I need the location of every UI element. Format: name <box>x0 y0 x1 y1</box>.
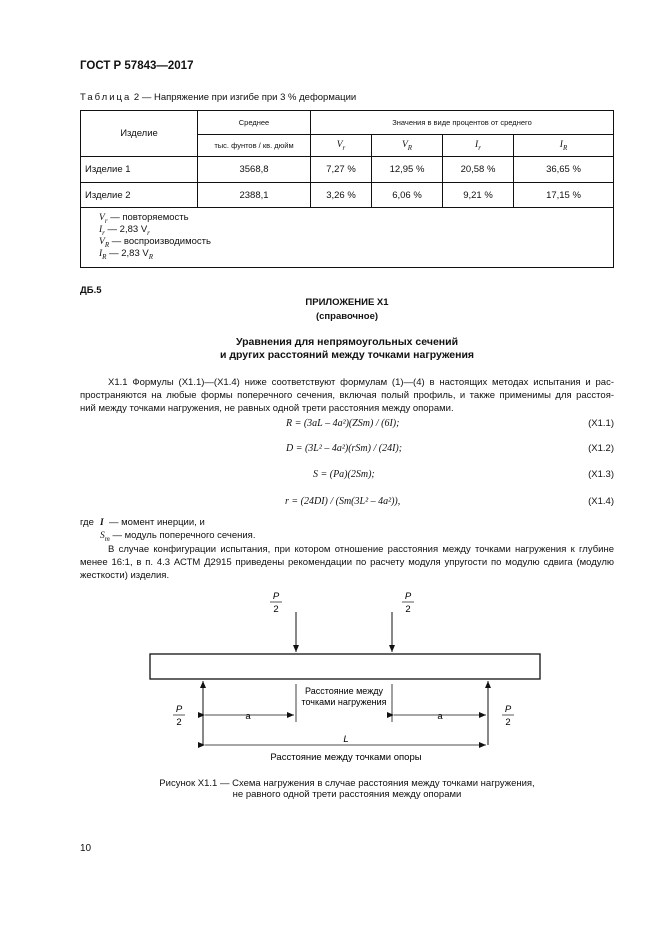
beam <box>150 654 540 679</box>
table-subheader-iR: $I_R$ <box>514 135 614 157</box>
table-cell: 36,65 % <box>514 157 614 183</box>
load-label-numerator: P <box>272 591 280 602</box>
reaction-label-denominator: 2 <box>176 717 182 728</box>
formula-number: (X1.3) <box>588 469 614 480</box>
figure-caption-line: не равного одной трети расстояния между опорами <box>232 789 462 800</box>
formula-number: (X1.2) <box>588 443 614 454</box>
text-line: В случае конфигурации испытания, при котором отношение расстояния между точками нагружения к глубине <box>108 544 614 555</box>
paragraph-x1-1 <box>80 376 614 415</box>
formula-number: (X1.1) <box>588 418 614 429</box>
load-label-numerator: P <box>404 591 412 602</box>
where-item: I — момент инерции, и <box>100 517 205 528</box>
appendix-subtitle: (справочное) <box>315 311 379 322</box>
legend-item: $I_R$ — 2,83 $V_R$ <box>99 248 153 261</box>
section-heading-line-1: Уравнения для непрямоугольных сечений <box>235 336 459 348</box>
table-subheader-vR: $V_R$ <box>372 135 443 157</box>
formula-x1-3: S = (Pa)(2Sm); <box>313 469 375 480</box>
section-number: ДБ.5 <box>80 285 102 296</box>
where-item: $S_m$ — модуль поперечного сечения. <box>100 530 256 543</box>
figure-caption-line: Рисунок X1.1 — Схема нагружения в случае расстояния между точками нагружения, <box>159 778 535 789</box>
formula-x1-2: D = (3L² – 4a²)(rSm) / (24I); <box>286 443 403 454</box>
legend-item: $V_R$ — воспроизводимость <box>99 236 211 249</box>
text-line: ний между точками нагружения, не равных одной трети расстояния между опорами. <box>80 403 454 414</box>
table-header-mean-unit: тыс. фунтов / кв. дюйм <box>198 135 311 157</box>
legend-item: $V_r$ — повторяемость <box>99 212 189 225</box>
table-legend <box>80 208 614 268</box>
section-heading-line-2: и других расстояний между точками нагружения <box>219 349 475 361</box>
table-cell: 3568,8 <box>198 157 311 183</box>
load-label-denominator: 2 <box>405 604 411 615</box>
table-header-percent: Значения в виде процентов от среднего <box>311 111 614 135</box>
legend-item: $I_r$ — 2,83 $V_r$ <box>99 224 150 237</box>
formula-x1-1: R = (3aL – 4a²)(ZSm) / (6I); <box>286 418 400 429</box>
table-cell: 3,26 % <box>311 183 372 208</box>
load-label-denominator: 2 <box>273 604 279 615</box>
table-caption-word: Таблица <box>80 92 132 103</box>
inner-distance-label-2: точками нагружения <box>301 697 387 707</box>
dimension-L-label: L <box>343 734 349 745</box>
table-cell: 12,95 % <box>372 157 443 183</box>
table-header-mean: Среднее <box>198 111 311 135</box>
dimension-a-label: a <box>245 711 251 722</box>
inner-distance-label-1: Расстояние между <box>305 686 383 696</box>
paragraph-x1-2 <box>80 543 614 582</box>
text-line: менее 16:1, в п. 4.3 АСТМ Д2915 приведены рекомендации по расчету модуля упругости по модулю сдвига (модулю <box>80 557 614 568</box>
table-row <box>81 157 614 183</box>
text-line: пространяются на любые формы поперечного сечения, включая полый профиль, и также применимы для расстоя- <box>80 390 614 401</box>
page-number: 10 <box>80 843 92 854</box>
table-cell: Изделие 1 <box>81 157 198 183</box>
table-header-item: Изделие <box>81 111 198 157</box>
table-cell: 20,58 % <box>443 157 514 183</box>
reaction-label-numerator: P <box>175 704 183 715</box>
loading-diagram <box>80 580 560 770</box>
table-subheader-ir: $I_r$ <box>443 135 514 157</box>
table-subheader-vr: $V_r$ <box>311 135 372 157</box>
appendix-title: ПРИЛОЖЕНИЕ X1 <box>305 297 389 308</box>
table-cell: 6,06 % <box>372 183 443 208</box>
dimension-a-label: a <box>437 711 443 722</box>
formula-x1-4: r = (24DI) / (Sm(3L² – 4a²)), <box>285 496 401 507</box>
support-distance-label: Расстояние между точками опоры <box>270 752 422 763</box>
table-caption <box>80 92 356 103</box>
where-prefix: где <box>80 517 94 528</box>
table-cell: Изделие 2 <box>81 183 198 208</box>
table-row <box>81 183 614 208</box>
table-cell: 7,27 % <box>311 157 372 183</box>
formula-number: (X1.4) <box>588 496 614 507</box>
figure-caption <box>80 778 614 800</box>
document-header: ГОСТ Р 57843—2017 <box>80 60 194 72</box>
stress-table <box>80 110 614 208</box>
table-cell: 17,15 % <box>514 183 614 208</box>
text-line: жесткости) изделия. <box>80 570 170 581</box>
table-cell: 2388,1 <box>198 183 311 208</box>
table-caption-text: 2 — Напряжение при изгибе при 3 % деформации <box>133 92 357 103</box>
text-line: X1.1 Формулы (X1.1)—(X1.4) ниже соответствуют формулам (1)—(4) в настоящих методах испытания и рас- <box>108 377 614 388</box>
reaction-label-denominator: 2 <box>505 717 511 728</box>
table-cell: 9,21 % <box>443 183 514 208</box>
reaction-label-numerator: P <box>504 704 512 715</box>
